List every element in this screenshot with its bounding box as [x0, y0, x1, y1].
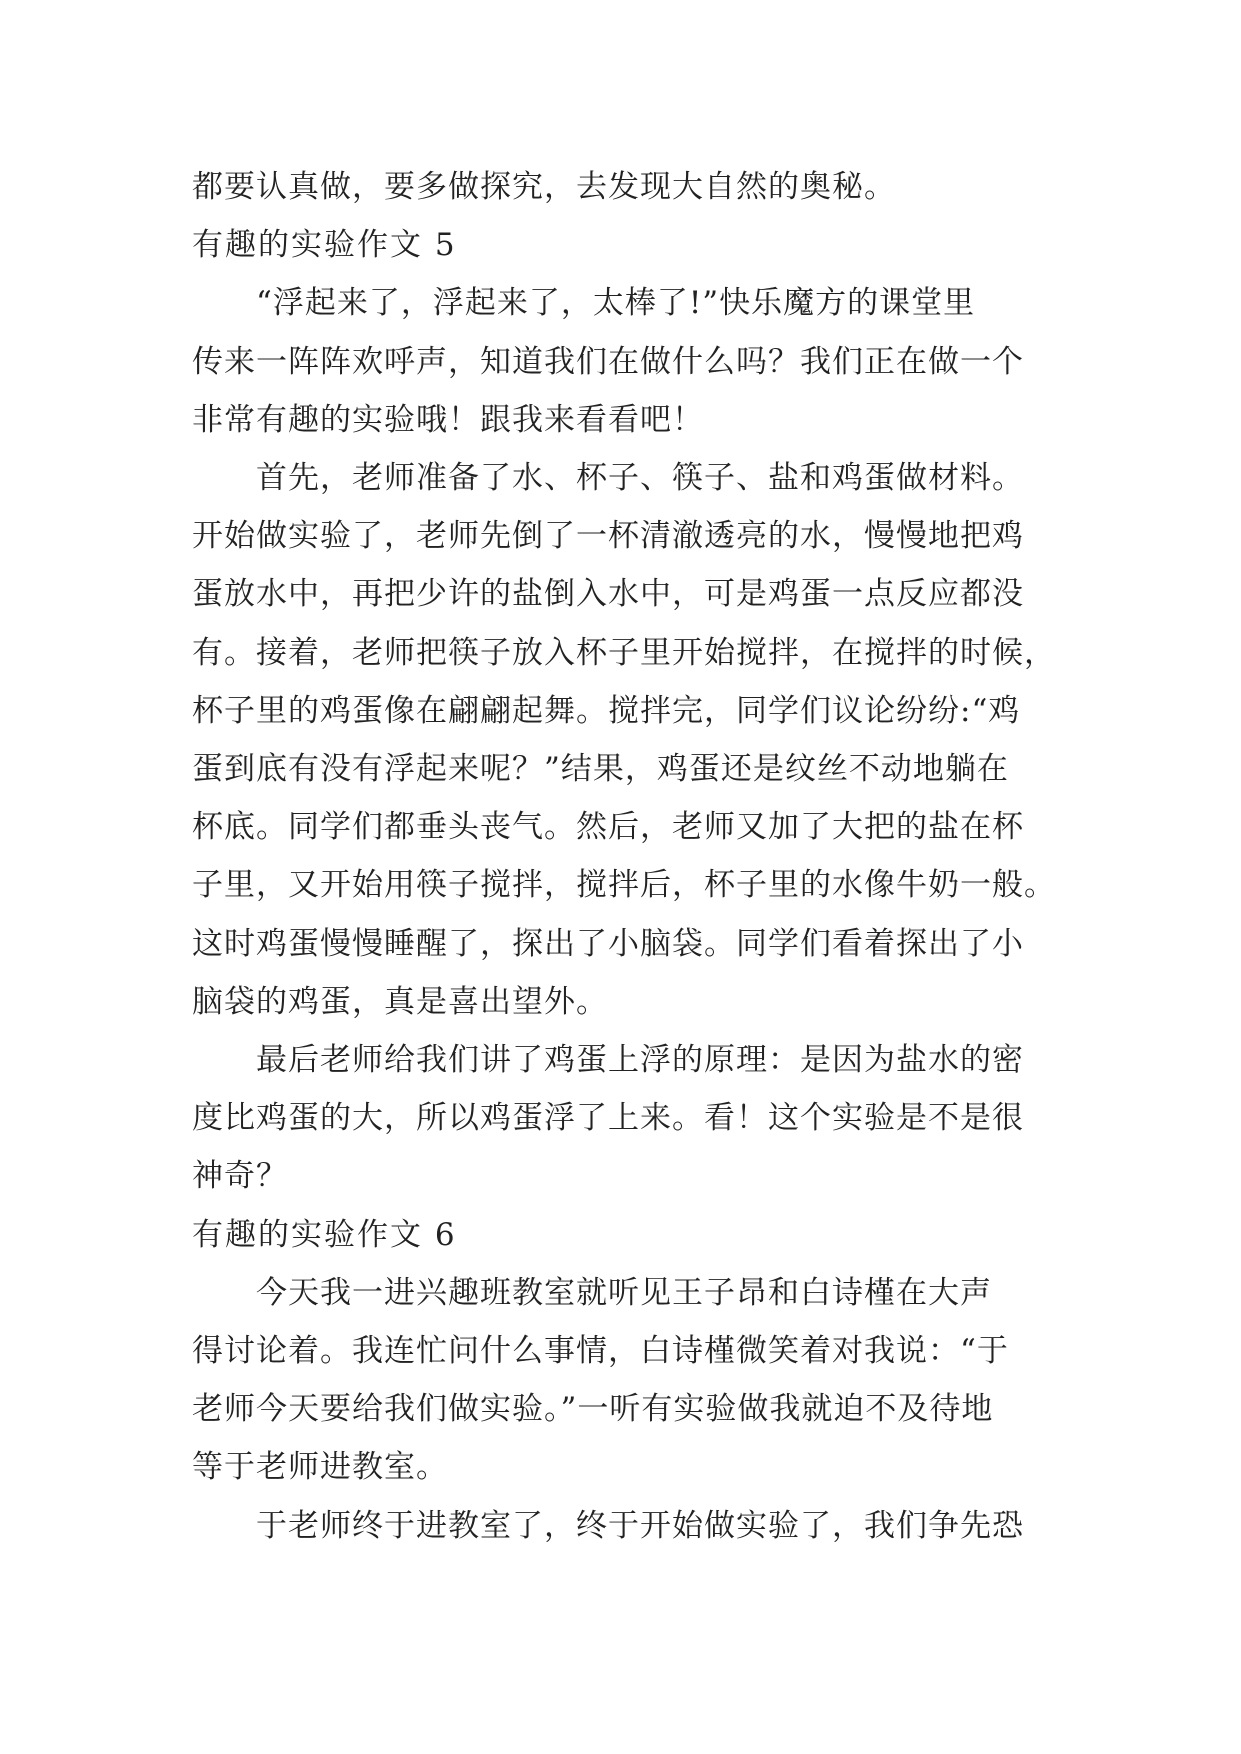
- paragraph-line: 得讨论着。我连忙问什么事情，白诗槿微笑着对我说：“于: [192, 1333, 1009, 1369]
- paragraph-line: 老师今天要给我们做实验。”一听有实验做我就迫不及待地: [192, 1391, 994, 1428]
- paragraph-first-line: “浮起来了，浮起来了，太棒了!”快乐魔方的课堂里: [256, 285, 976, 322]
- paragraph-line: 非常有趣的实验哦！跟我来看看吧！: [192, 401, 704, 438]
- paragraph-line: 神奇？: [192, 1158, 288, 1195]
- paragraph-first-line: 于老师终于进教室了，终于开始做实验了，我们争先恐: [256, 1507, 1024, 1544]
- paragraph-line: 开始做实验了，老师先倒了一杯清澈透亮的水，慢慢地把鸡: [192, 518, 1024, 555]
- paragraph-line: 这时鸡蛋慢慢睡醒了，探出了小脑袋。同学们看着探出了小: [192, 925, 1024, 962]
- paragraph-first-line: 首先，老师准备了水、杯子、筷子、盐和鸡蛋做材料。: [256, 460, 1024, 496]
- paragraph-line: 杯子里的鸡蛋像在翩翩起舞。搅拌完，同学们议论纷纷:“鸡: [192, 692, 1021, 729]
- paragraph-line: 脑袋的鸡蛋，真是喜出望外。: [192, 983, 608, 1020]
- paragraph-line: 蛋到底有没有浮起来呢？”结果，鸡蛋还是纹丝不动地躺在: [192, 751, 1009, 787]
- paragraph-line: 传来一阵阵欢呼声，知道我们在做什么吗？我们正在做一个: [192, 343, 1024, 380]
- paragraph-line: 杯底。同学们都垂头丧气。然后，老师又加了大把的盐在杯: [192, 809, 1024, 846]
- section-heading: 有趣的实验作文 6: [192, 1216, 457, 1253]
- paragraph-first-line: 今天我一进兴趣班教室就听见王子昂和白诗槿在大声: [256, 1274, 992, 1311]
- section-heading: 有趣的实验作文 5: [192, 227, 457, 264]
- paragraph-line: 蛋放水中，再把少许的盐倒入水中，可是鸡蛋一点反应都没: [192, 576, 1024, 613]
- paragraph-line: 等于老师进教室。: [192, 1449, 448, 1486]
- paragraph-line: 有。接着，老师把筷子放入杯子里开始搅拌，在搅拌的时候，: [192, 634, 1056, 671]
- paragraph-line: 度比鸡蛋的大，所以鸡蛋浮了上来。看！这个实验是不是很: [192, 1100, 1024, 1137]
- paragraph-line: 子里，又开始用筷子搅拌，搅拌后，杯子里的水像牛奶一般。: [192, 867, 1056, 904]
- paragraph-first-line: 最后老师给我们讲了鸡蛋上浮的原理：是因为盐水的密: [256, 1042, 1024, 1078]
- paragraph-line: 都要认真做，要多做探究，去发现大自然的奥秘。: [192, 169, 896, 205]
